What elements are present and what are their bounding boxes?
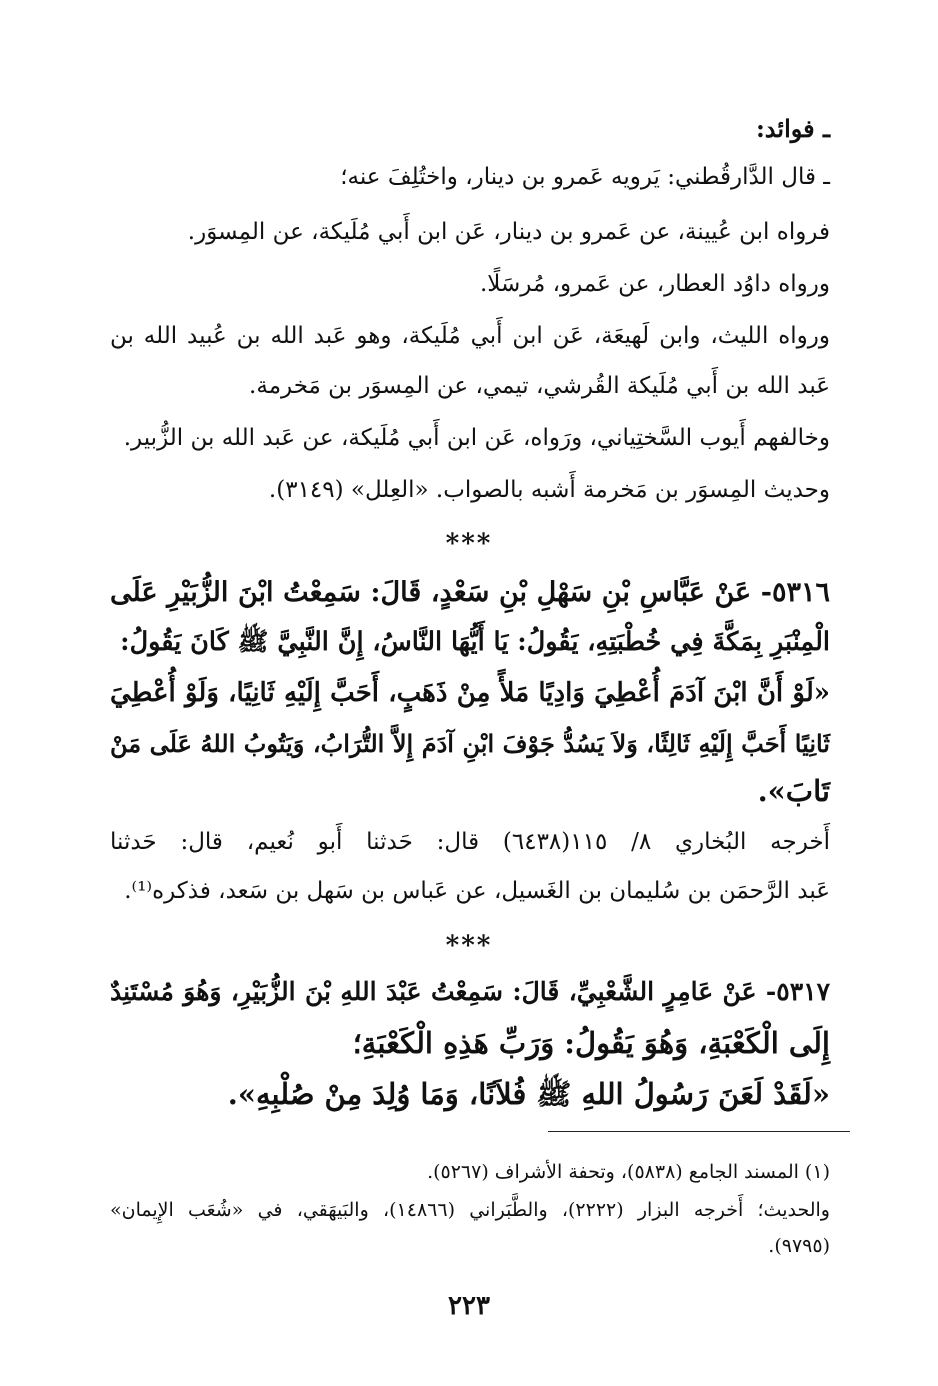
fawaid-line: عَبد الله بن أَبي مُلَيكة القُرشي، تيمي، عن المِسوَر بن مَخرمة. bbox=[249, 373, 830, 399]
footnote-divider bbox=[548, 1131, 850, 1132]
footnote-line: (١) المسند الجامع (٥٨٣٨)، وتحفة الأشراف (٥٢٦٧). bbox=[427, 1161, 830, 1183]
fawaid-heading: ـ فوائد: bbox=[755, 114, 830, 143]
hadith-5316-line: «لَوْ أَنَّ ابْنَ آدَمَ أُعْطِيَ وَادِيًا مَلأً مِنْ ذَهَبٍ، أَحَبَّ إِلَيْهِ ثَانِيًا، وَلَوْ أُعْطِيَ bbox=[110, 678, 830, 708]
hadith-5316-line: ثَانِيًا أَحَبَّ إِلَيْهِ ثَالِثًا، وَلاَ يَسُدُّ جَوْفَ ابْنِ آدَمَ إِلاَّ التُّرَابُ، وَيَتُوبُ اللهُ عَلَى مَنْ bbox=[110, 729, 830, 758]
hadith-5317-line: ٥٣١٧- عَنْ عَامِرٍ الشَّعْبِيِّ، قَالَ: سَمِعْتُ عَبْدَ اللهِ بْنَ الزُّبَيْرِ، وَهُوَ مُسْتَنِدٌ bbox=[110, 977, 830, 1006]
hadith-5317-line: «لَقَدْ لَعَنَ رَسُولُ اللهِ ﷺ فُلاَنًا، وَمَا وُلِدَ مِنْ صُلْبِهِ». bbox=[227, 1077, 830, 1111]
footnote-line: (٩٧٩٥). bbox=[768, 1235, 830, 1257]
page-number: ٢٢٣ bbox=[448, 1291, 490, 1321]
takhrij-line: عَبد الرَّحمَن بن سُليمان بن الغَسيل، عن عَباس بن سَهل بن سَعد، فذكره⁽¹⁾. bbox=[124, 878, 830, 904]
hadith-5316-line: تَابَ». bbox=[757, 774, 830, 808]
fawaid-line: وحديث المِسوَر بن مَخرمة أَشبه بالصواب. «العِلل» (٣١٤٩). bbox=[268, 477, 830, 503]
hadith-5316-line: ٥٣١٦- عَنْ عَبَّاسِ بْنِ سَهْلِ بْنِ سَعْدٍ، قَالَ: سَمِعْتُ ابْنَ الزُّبَيْرِ عَلَى bbox=[110, 577, 830, 608]
section-separator: *** bbox=[445, 931, 493, 961]
hadith-5316-line: الْمِنْبَرِ بِمَكَّةَ فِي خُطْبَتِهِ، يَقُولُ: يَا أَيُّهَا النَّاسُ، إِنَّ النَّبِيَّ ﷺ كَانَ يَقُولُ: bbox=[120, 627, 830, 657]
section-separator: *** bbox=[445, 529, 493, 559]
takhrij-line: أَخرجه البُخاري ٨/ ١١٥(٦٤٣٨) قال: حَدثنا أَبو نُعيم، قال: حَدثنا bbox=[110, 829, 831, 855]
fawaid-line: ورواه داوُد العطار، عن عَمرو، مُرسَلًا. bbox=[480, 271, 830, 297]
fawaid-line: ـ قال الدَّارقُطني: يَرويه عَمرو بن دينار، واختُلِفَ عنه؛ bbox=[340, 164, 830, 190]
hadith-5317-line: إِلَى الْكَعْبَةِ، وَهُوَ يَقُولُ: وَرَبِّ هَذِهِ الْكَعْبَةِ؛ bbox=[352, 1026, 830, 1060]
fawaid-line: وخالفهم أَيوب السَّختِياني، ورَواه، عَن ابن أَبي مُلَيكة، عن عَبد الله بن الزُّبير. bbox=[123, 425, 830, 451]
fawaid-line: فرواه ابن عُيينة، عن عَمرو بن دينار، عَن ابن أَبي مُلَيكة، عن المِسوَر. bbox=[187, 219, 830, 245]
fawaid-line: ورواه الليث، وابن لَهيعَة، عَن ابن أَبي مُلَيكة، وهو عَبد الله بن عُبيد الله بن bbox=[110, 323, 830, 349]
footnote-line: والحديث؛ أَخرجه البزار (٢٢٢٢)، والطَّبَراني (١٤٨٦٦)، والبَيهَقي، في «شُعَب الإِيمان» bbox=[110, 1199, 830, 1221]
